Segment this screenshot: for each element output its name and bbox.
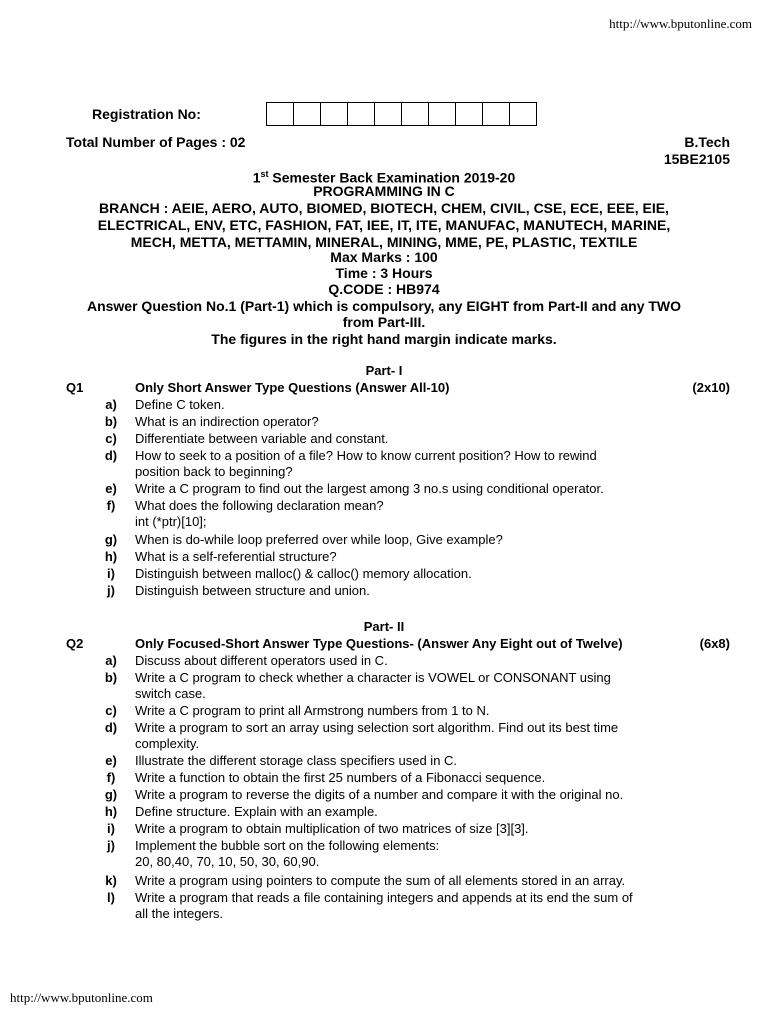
question-label: g) bbox=[104, 787, 118, 802]
question-text-line: Illustrate the different storage class specifiers used in C. bbox=[135, 753, 458, 768]
question-label: a) bbox=[105, 653, 117, 668]
question-text-line: Write a C program to print all Armstrong numbers from 1 to N. bbox=[135, 703, 490, 718]
question-label: l) bbox=[107, 890, 115, 905]
question-text bbox=[135, 787, 668, 803]
question-text bbox=[135, 566, 668, 582]
registration-box[interactable] bbox=[348, 103, 375, 125]
question-label: e) bbox=[105, 753, 117, 768]
question-text-line: Differentiate between variable and constant. bbox=[135, 431, 389, 446]
registration-box[interactable] bbox=[510, 103, 536, 125]
question-text-line: switch case. bbox=[135, 686, 206, 701]
q1-text: Only Short Answer Type Questions (Answer All-10) bbox=[135, 380, 450, 395]
question-text bbox=[135, 653, 668, 669]
question-text bbox=[135, 703, 668, 719]
question-text-line: What does the following declaration mean? bbox=[135, 498, 384, 513]
question-text-line: Write a program that reads a file containing integers and appends at its end the sum of bbox=[135, 890, 633, 905]
registration-box[interactable] bbox=[402, 103, 429, 125]
question-text bbox=[135, 821, 668, 837]
question-label: f) bbox=[106, 498, 116, 513]
question-text-line: How to seek to a position of a file? How to know current position? How to rewind bbox=[135, 448, 597, 463]
question-text bbox=[135, 448, 668, 480]
question-text-line: complexity. bbox=[135, 736, 200, 751]
question-text bbox=[135, 720, 668, 752]
registration-box[interactable] bbox=[483, 103, 510, 125]
question-text-line: Implement the bubble sort on the following elements: bbox=[135, 838, 440, 853]
exam-time: Time : 3 Hours bbox=[335, 265, 433, 281]
question-label: h) bbox=[104, 549, 118, 564]
question-label: i) bbox=[107, 821, 115, 836]
question-label: i) bbox=[107, 566, 115, 581]
question-text bbox=[135, 532, 668, 548]
q1-marks: (2x10) bbox=[692, 380, 730, 395]
q1-number: Q1 bbox=[66, 380, 84, 395]
question-text-line: all the integers. bbox=[135, 906, 224, 921]
question-text bbox=[135, 414, 668, 430]
question-label: j) bbox=[107, 583, 115, 598]
branch-line-2: ELECTRICAL, ENV, ETC, FASHION, FAT, IEE, IT, ITE, MANUFAC, MANUTECH, MARINE, bbox=[97, 217, 671, 233]
question-code: Q.CODE : HB974 bbox=[328, 281, 440, 297]
question-text-line: Write a C program to check whether a character is VOWEL or CONSONANT using bbox=[135, 670, 611, 685]
question-label: a) bbox=[105, 397, 117, 412]
registration-box[interactable] bbox=[375, 103, 402, 125]
question-text-line: int (*ptr)[10]; bbox=[135, 514, 207, 529]
instruction-line-3: The figures in the right hand margin indicate marks. bbox=[211, 331, 557, 347]
question-label: j) bbox=[107, 838, 115, 853]
question-text-line: 20, 80,40, 70, 10, 50, 30, 60,90. bbox=[135, 854, 320, 869]
question-text bbox=[135, 397, 668, 413]
registration-box[interactable] bbox=[294, 103, 321, 125]
instruction-line-2: from Part-III. bbox=[342, 314, 426, 330]
registration-box[interactable] bbox=[321, 103, 348, 125]
semester-title: 1st Semester Back Examination 2019-20 bbox=[252, 169, 516, 186]
question-text bbox=[135, 804, 668, 820]
question-label: h) bbox=[104, 804, 118, 819]
question-text-line: Distinguish between malloc() & calloc() memory allocation. bbox=[135, 566, 472, 581]
source-url-header[interactable]: http://www.bputonline.com bbox=[609, 16, 752, 31]
question-label: d) bbox=[104, 720, 118, 735]
question-text bbox=[135, 670, 668, 702]
question-label: b) bbox=[104, 414, 118, 429]
question-text-line: Write a program using pointers to compute the sum of all elements stored in an array. bbox=[135, 873, 626, 888]
registration-box[interactable] bbox=[429, 103, 456, 125]
q2-marks: (6x8) bbox=[699, 636, 730, 651]
question-label: b) bbox=[104, 670, 118, 685]
question-text-line: Write a program to sort an array using selection sort algorithm. Find out its best time bbox=[135, 720, 619, 735]
question-label: f) bbox=[106, 770, 116, 785]
question-label: k) bbox=[105, 873, 117, 888]
question-text bbox=[135, 838, 668, 870]
question-label: c) bbox=[105, 431, 117, 446]
branch-line-1: BRANCH : AEIE, AERO, AUTO, BIOMED, BIOTECH, CHEM, CIVIL, CSE, ECE, EEE, EIE, bbox=[99, 200, 669, 216]
registration-label: Registration No: bbox=[92, 106, 201, 122]
registration-boxes bbox=[266, 102, 537, 126]
registration-row bbox=[92, 102, 537, 126]
max-marks: Max Marks : 100 bbox=[330, 249, 438, 265]
q2-text: Only Focused-Short Answer Type Questions- (Answer Any Eight out of Twelve) bbox=[135, 636, 623, 651]
subject-code: 15BE2105 bbox=[663, 151, 730, 167]
question-text bbox=[135, 583, 668, 599]
part1-title: Part- I bbox=[365, 363, 403, 378]
question-text-line: What is a self-referential structure? bbox=[135, 549, 337, 564]
question-text bbox=[135, 481, 668, 497]
subject-title: PROGRAMMING IN C bbox=[313, 183, 455, 199]
question-text-line: What is an indirection operator? bbox=[135, 414, 319, 429]
question-text-line: Distinguish between structure and union. bbox=[135, 583, 370, 598]
question-label: d) bbox=[104, 448, 118, 463]
question-label: g) bbox=[104, 532, 118, 547]
question-text-line: Write a function to obtain the first 25 numbers of a Fibonacci sequence. bbox=[135, 770, 546, 785]
registration-box[interactable] bbox=[267, 103, 294, 125]
question-text-line: Define structure. Explain with an example. bbox=[135, 804, 378, 819]
question-label: c) bbox=[105, 703, 117, 718]
registration-box[interactable] bbox=[456, 103, 483, 125]
q2-number: Q2 bbox=[66, 636, 84, 651]
question-text bbox=[135, 549, 668, 565]
question-text-line: Write a program to obtain multiplication of two matrices of size [3][3]. bbox=[135, 821, 529, 836]
part2-title: Part- II bbox=[363, 619, 405, 634]
question-text-line: Define C token. bbox=[135, 397, 225, 412]
question-text bbox=[135, 498, 668, 530]
question-text bbox=[135, 753, 668, 769]
question-text-line: Discuss about different operators used in C. bbox=[135, 653, 388, 668]
question-text-line: When is do-while loop preferred over while loop, Give example? bbox=[135, 532, 503, 547]
question-text bbox=[135, 873, 668, 889]
question-text-line: Write a program to reverse the digits of a number and compare it with the original no. bbox=[135, 787, 624, 802]
question-text-line: position back to beginning? bbox=[135, 464, 293, 479]
branch-line-3: MECH, METTA, METTAMIN, MINERAL, MINING, MME, PE, PLASTIC, TEXTILE bbox=[130, 234, 638, 250]
question-text-line: Write a C program to find out the largest among 3 no.s using conditional operator. bbox=[135, 481, 604, 496]
question-text bbox=[135, 770, 668, 786]
question-text bbox=[135, 431, 668, 447]
source-url-footer[interactable]: http://www.bputonline.com bbox=[10, 990, 153, 1005]
degree: B.Tech bbox=[684, 134, 730, 150]
instruction-line-1: Answer Question No.1 (Part-1) which is compulsory, any EIGHT from Part-II and any TWO bbox=[86, 298, 682, 314]
total-pages: Total Number of Pages : 02 bbox=[66, 134, 246, 150]
question-text bbox=[135, 890, 668, 922]
question-label: e) bbox=[105, 481, 117, 496]
